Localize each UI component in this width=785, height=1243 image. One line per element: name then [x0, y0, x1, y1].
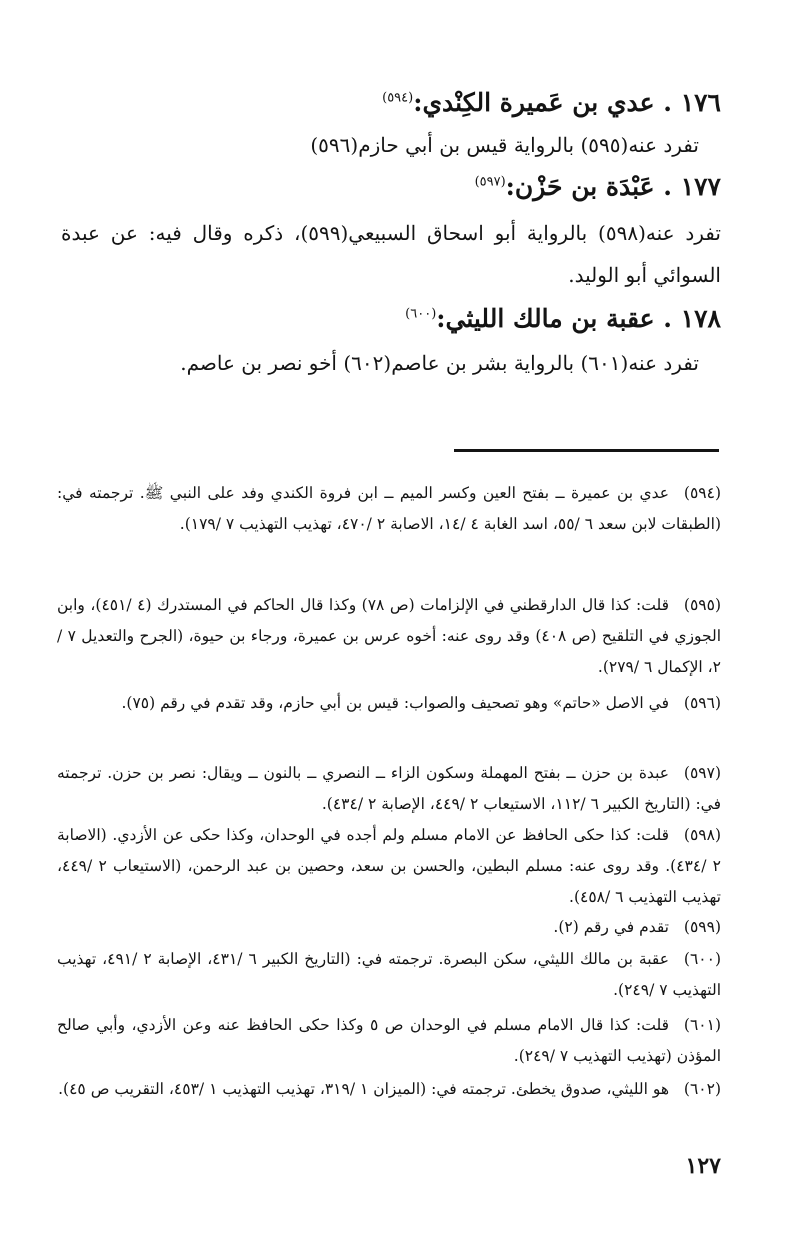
entry-title-177 — [61, 170, 721, 204]
entry-title-178 — [61, 302, 721, 336]
footnote-600 — [57, 944, 721, 1006]
footnote-text: عبدة بن حزن ــ بفتح المهملة وسكون الزاء ــ النصري ــ بالنون ــ ويقال: نصر بن حزن. ترجمته في: (التاريخ الكبير ٦ /١١٢، الاستيعاب ٢ /٤٤٩، الإصابة ٢ /٤٣٤). — [57, 764, 721, 813]
footnote-ref: (٥٩٤) — [382, 90, 414, 106]
footnote-595 — [57, 590, 721, 683]
footnote-ref: (٥٩٧) — [474, 174, 506, 190]
footnote-separator — [454, 449, 719, 452]
footnote-ref: (٦٠٠) — [405, 306, 437, 322]
footnote-text: عدي بن عميرة ــ بفتح العين وكسر الميم ــ ابن فروة الكندي وفد على النبي ﷺ. ترجمته في: (الطبقات لابن سعد ٦ /٥٥، اسد الغابة ٤ /١٤، الاصابة ٢ /٤٧٠، تهذيب التهذيب ٧ /١٧٩). — [57, 484, 721, 533]
footnote-number: (٦٠٠) — [683, 950, 721, 968]
footnote-number: (٥٩٥) — [683, 596, 722, 614]
entry-title-text: ١٧٦ . عدي بن عَميرة الكِنْدي: — [413, 88, 721, 117]
entry-text-176: تفرد عنه(٥٩٥) بالرواية قيس بن أبي حازم(٥٩٦) — [310, 133, 699, 157]
footnote-number: (٦٠١) — [683, 1016, 721, 1034]
entry-text-178: تفرد عنه(٦٠١) بالرواية بشر بن عاصم(٦٠٢) أخو نصر بن عاصم. — [180, 351, 699, 375]
footnote-599 — [57, 912, 721, 943]
entry-text-177: تفرد عنه(٥٩٨) بالرواية أبو اسحاق السبيعي(٥٩٩)، ذكره وقال فيه: عن عبدة السوائي أبو الوليد. — [61, 221, 721, 287]
footnote-number: (٥٩٧) — [683, 764, 721, 782]
entry-title-text: ١٧٧ . عَبْدَة بن حَزْن: — [505, 172, 721, 201]
entry-title-176 — [61, 86, 721, 120]
footnote-601 — [57, 1010, 721, 1072]
footnote-text: عقبة بن مالك الليثي، سكن البصرة. ترجمته في: (التاريخ الكبير ٦ /٤٣١، الإصابة ٢ /٤٩١، تهذيب التهذيب ٧ /٢٤٩). — [57, 950, 721, 999]
footnote-number: (٥٩٨) — [683, 826, 721, 844]
footnote-text: قلت: كذا قال الامام مسلم في الوحدان ص ٥ وكذا حكى الحافظ عنه وعن الأزدي، وأبي صالح المؤذن (تهذيب التهذيب ٧ /٢٤٩). — [57, 1016, 721, 1065]
footnote-text: تقدم في رقم (٢). — [553, 918, 669, 936]
footnote-number: (٥٩٦) — [683, 694, 721, 712]
footnote-594 — [57, 478, 721, 540]
footnote-number: (٦٠٢) — [683, 1080, 721, 1098]
footnote-number: (٥٩٤) — [683, 484, 721, 502]
entry-title-text: ١٧٨ . عقبة بن مالك الليثي: — [436, 304, 721, 333]
page-number: ١٢٧ — [685, 1153, 721, 1179]
footnote-text: هو الليثي، صدوق يخطئ. ترجمته في: (الميزان ١ /٣١٩، تهذيب التهذيب ١ /٤٥٣، التقريب ص ٤٥). — [58, 1080, 669, 1098]
footnote-text: قلت: كذا قال الدارقطني في الإلزامات (ص ٧٨) وكذا قال الحاكم في المستدرك (٤ /٤٥١)، وابن الجوزي في التلقيح (ص ٤٠٨) وقد روى عنه: أخوه عرس بن عميرة، ورجاء بن حيوة، (الجرح والتعديل ٧ /٢، الإكمال ٦ /٢٧٩). — [57, 596, 722, 676]
footnote-text: في الاصل «حاتم» وهو تصحيف والصواب: قيس بن أبي حازم، وقد تقدم في رقم (٧٥). — [121, 694, 669, 712]
footnote-602 — [57, 1074, 721, 1105]
footnote-597 — [57, 758, 721, 820]
footnote-number: (٥٩٩) — [683, 918, 721, 936]
footnote-598 — [57, 820, 721, 913]
footnote-text: قلت: كذا حكى الحافظ عن الامام مسلم ولم أجده في الوحدان، وكذا حكى عن الأزدي. (الاصابة ٢ /٤٣٤). وقد روى عنه: مسلم البطين، والحسن بن سعد، وحصين بن عبد الرحمن، (الاستيعاب ٢ /٤٤٩، تهذيب التهذيب ٦ /٤٥٨). — [57, 826, 721, 906]
footnote-596 — [57, 688, 721, 719]
